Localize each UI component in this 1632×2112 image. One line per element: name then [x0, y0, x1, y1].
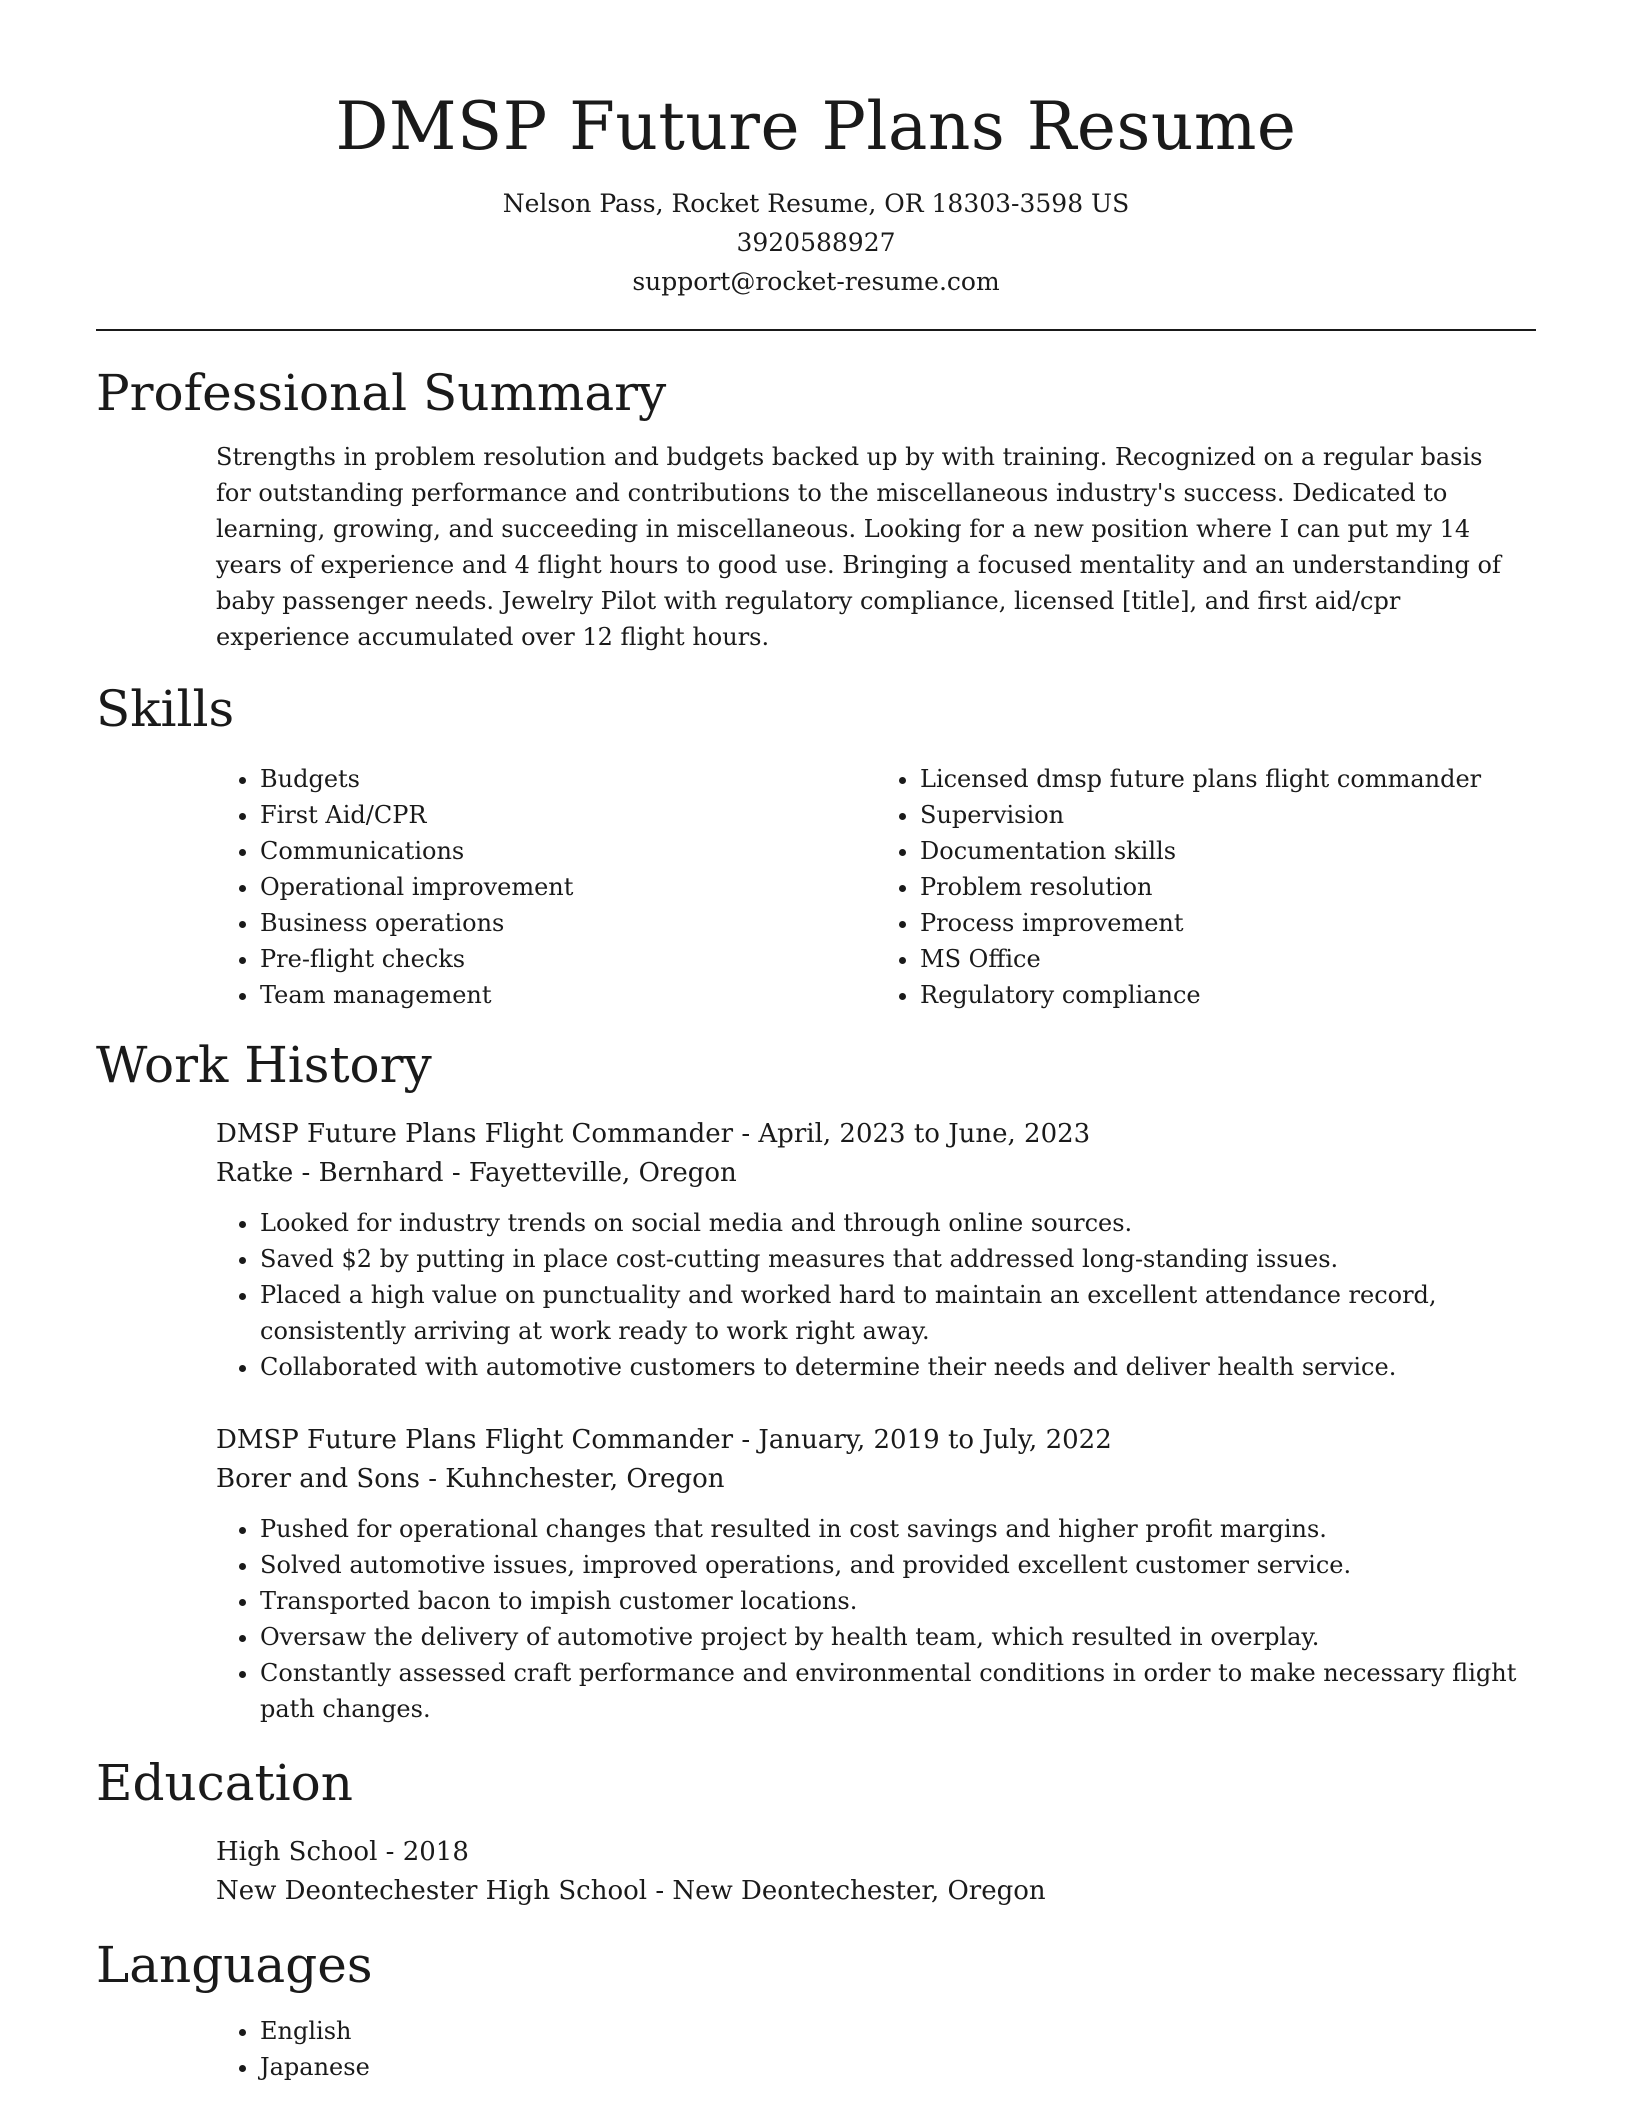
- resume-page: [96, 0, 1536, 2085]
- languages-section: [96, 1933, 1536, 2085]
- skill-item: • Process improvement: [920, 905, 1536, 941]
- education-school-line: [216, 1872, 1536, 1911]
- job-dates: - January, 2019 to July, 2022: [733, 1425, 1112, 1455]
- contact-address: Nelson Pass, Rocket Resume, OR 18303-3598 US: [502, 189, 1130, 218]
- job-bullets: [216, 1205, 1536, 1385]
- job-company-line: [216, 1154, 1536, 1193]
- skill-item: • Budgets: [260, 761, 876, 797]
- job-bullet: • Transported bacon to impish customer locations.: [260, 1583, 1536, 1619]
- job-bullet: • Collaborated with automotive customers to determine their needs and deliver health service.: [260, 1349, 1536, 1385]
- work-history-section: [96, 1033, 1536, 1727]
- language-item: • Japanese: [260, 2049, 1536, 2085]
- job-dates: - April, 2023 to June, 2023: [733, 1119, 1091, 1149]
- contact-email[interactable]: support@rocket-resume.com: [632, 267, 1000, 296]
- skill-item: • Operational improvement: [260, 869, 876, 905]
- job-bullet: • Looked for industry trends on social media and through online sources.: [260, 1205, 1536, 1241]
- summary-text: Strengths in problem resolution and budgets backed up by with training. Recognized on a regular basis for outstanding performance and contributions to the miscellaneous industry's success. Dedicated to learning, growing, and succeeding in miscellaneous. Looking for a new position where I can put my 14 years of experience and 4 flight hours to good use. Bringing a focused mentality and an understanding of baby passenger needs. Jewelry Pilot with regulatory compliance, licensed [title], and first aid/cpr experience accumulated over 12 flight hours.: [216, 443, 1501, 651]
- resume-title: DMSP Future Plans Resume: [335, 88, 1297, 165]
- education-degree: High School: [216, 1837, 378, 1867]
- job-title-line: [216, 1421, 1536, 1460]
- job-bullet: • Placed a high value on punctuality and worked hard to maintain an excellent attendance record, consistently arriving at work ready to work right away.: [260, 1277, 1536, 1349]
- job-title: DMSP Future Plans Flight Commander: [216, 1425, 734, 1455]
- education-degree-line: [216, 1833, 1536, 1872]
- job-location: - Kuhnchester, Oregon: [419, 1464, 725, 1494]
- education-heading: Education: [96, 1754, 353, 1812]
- job-location: - Fayetteville, Oregon: [443, 1158, 737, 1188]
- education-location: - New Deontechester, Oregon: [647, 1876, 1046, 1906]
- skill-item: • Problem resolution: [920, 869, 1536, 905]
- skills-section: [96, 677, 1536, 1013]
- languages-list: [216, 2013, 1536, 2085]
- education-section: [96, 1751, 1536, 1911]
- job-company-line: [216, 1460, 1536, 1499]
- job-entry: [216, 1115, 1536, 1385]
- education-entry: [216, 1833, 1536, 1911]
- skills-list-left: [216, 761, 876, 1013]
- header-divider: [96, 329, 1536, 331]
- contact-block: [96, 184, 1536, 301]
- skills-columns: [216, 761, 1536, 1013]
- job-bullet: • Oversaw the delivery of automotive project by health team, which resulted in overplay.: [260, 1619, 1536, 1655]
- education-school: New Deontechester High School: [216, 1876, 648, 1906]
- skill-item: • Licensed dmsp future plans flight commander: [920, 761, 1536, 797]
- job-title-line: [216, 1115, 1536, 1154]
- summary-heading: Professional Summary: [96, 364, 667, 422]
- job-company: Ratke - Bernhard: [216, 1158, 444, 1188]
- summary-section: [96, 361, 1536, 655]
- job-bullet: • Pushed for operational changes that resulted in cost savings and higher profit margins.: [260, 1511, 1536, 1547]
- skills-list-right: [876, 761, 1536, 1013]
- job-bullets: [216, 1511, 1536, 1727]
- skill-item: • MS Office: [920, 941, 1536, 977]
- skill-item: • Pre-flight checks: [260, 941, 876, 977]
- resume-header: [96, 84, 1536, 301]
- skill-item: • Business operations: [260, 905, 876, 941]
- job-bullet: • Solved automotive issues, improved operations, and provided excellent customer service.: [260, 1547, 1536, 1583]
- skill-item: • Communications: [260, 833, 876, 869]
- work-history-heading: Work History: [96, 1036, 432, 1094]
- languages-heading: Languages: [96, 1936, 373, 1994]
- skill-item: • First Aid/CPR: [260, 797, 876, 833]
- skill-item: • Documentation skills: [920, 833, 1536, 869]
- job-bullet: • Saved $2 by putting in place cost-cutting measures that addressed long-standing issues.: [260, 1241, 1536, 1277]
- job-title: DMSP Future Plans Flight Commander: [216, 1119, 734, 1149]
- skill-item: • Regulatory compliance: [920, 977, 1536, 1013]
- contact-phone: 3920588927: [736, 228, 896, 257]
- skills-heading: Skills: [96, 680, 235, 738]
- language-item: • English: [260, 2013, 1536, 2049]
- education-year: - 2018: [377, 1837, 469, 1867]
- job-bullet: • Constantly assessed craft performance and environmental conditions in order to make necessary flight path changes.: [260, 1655, 1536, 1727]
- job-company: Borer and Sons: [216, 1464, 420, 1494]
- skill-item: • Team management: [260, 977, 876, 1013]
- skill-item: • Supervision: [920, 797, 1536, 833]
- job-entry: [216, 1421, 1536, 1727]
